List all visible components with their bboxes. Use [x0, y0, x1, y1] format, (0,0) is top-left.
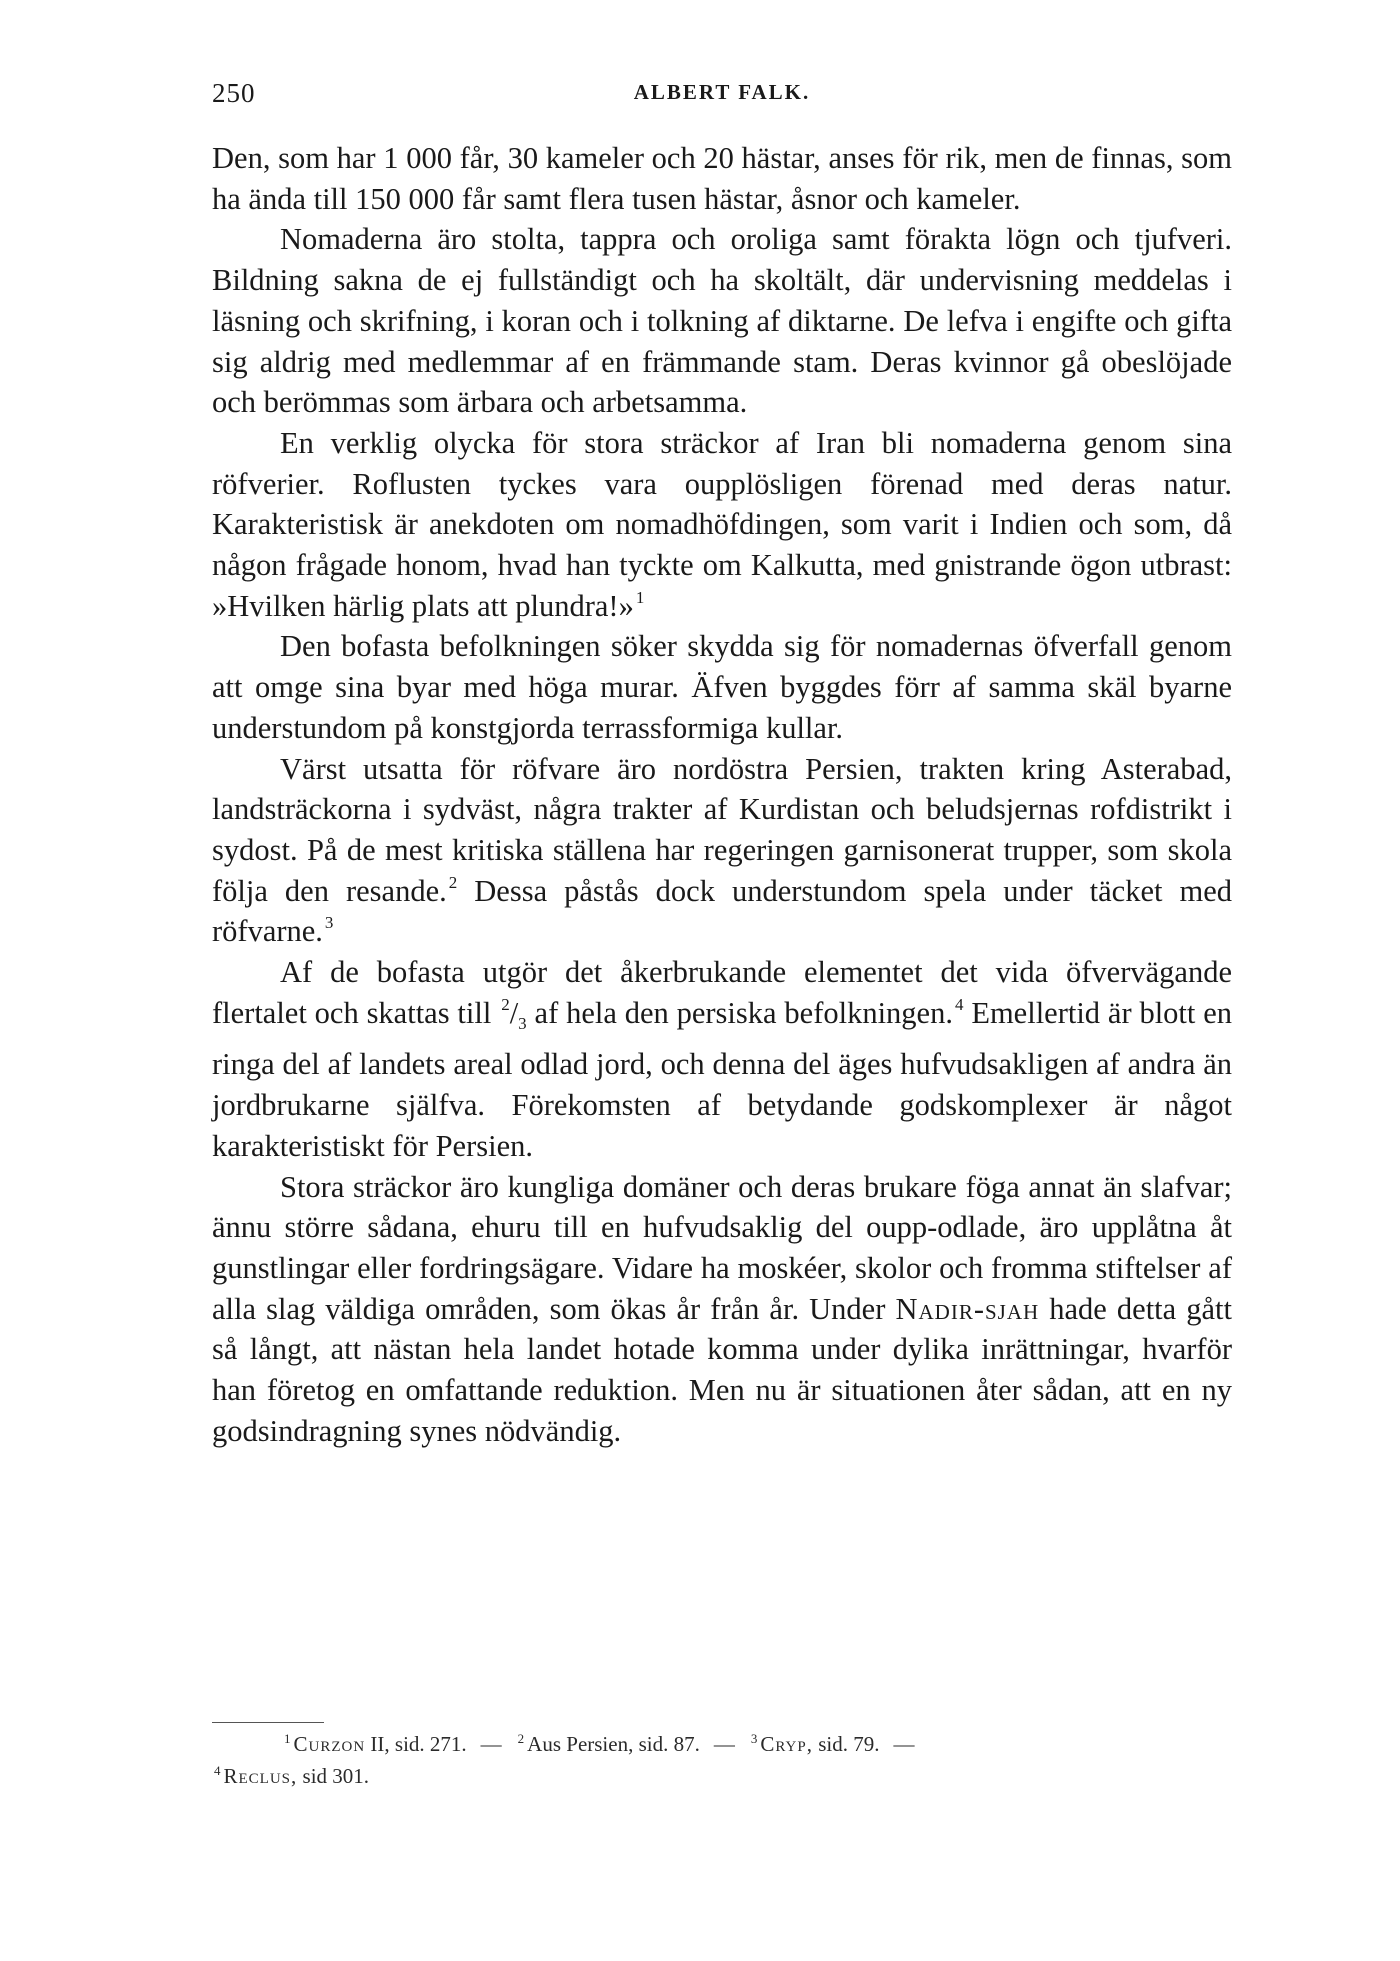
footnote-ref: II, sid. 271.: [370, 1732, 467, 1756]
footnote-line: [212, 1728, 1232, 1760]
footnote-ref: sid. 79.: [818, 1732, 880, 1756]
paragraph-4: [212, 626, 1232, 748]
footnote-separator: —: [713, 1732, 735, 1756]
footnote-rule: [212, 1722, 324, 1723]
footnote-marker: 3: [324, 913, 334, 933]
footnote-marker: 2: [448, 872, 458, 892]
paragraph-1: [212, 138, 1232, 219]
paragraph-text: Den, som har 1 000 får, 30 kameler och 20 hästar, anses för rik, men de finnas, som ha ända till 150 000 får samt flera tusen hästar, åsnor och kameler.: [212, 141, 1232, 216]
running-title: ALBERT FALK.: [633, 80, 811, 104]
footnote-separator: —: [893, 1732, 915, 1756]
footnote-marker: 4: [954, 994, 964, 1014]
footnote-author: Reclus,: [223, 1764, 298, 1788]
footnote-4: [212, 1764, 369, 1788]
running-head: [212, 78, 1232, 108]
paragraph-3: [212, 423, 1232, 627]
paragraph-text: Stora sträckor äro kungliga domäner och deras brukare föga annat än slafvar; ännu större sådana, ehuru till en hufvudsaklig del oupp-odlade, äro upplåtna åt gunstlingar eller fordringsägare. Vidare ha moskéer, skolor och fromma stiftelser af alla slag väldiga områden, som ökas år från år. Under: [212, 1169, 1232, 1326]
footnotes: [212, 1728, 1232, 1792]
paragraph-text: En verklig olycka för stora sträckor af Iran bli nomaderna genom sina röfverier. Roflusten tyckes vara oupplösligen förenad med deras natur. Karakteristisk är anekdoten om nomadhöfdingen, som varit i Indien och som, då någon frågade honom, hvad han tyckte om Kalkutta, med gnistrande ögon utbrast: »Hvilken härlig plats att plundra!»: [212, 425, 1232, 623]
footnote-3: [749, 1732, 880, 1756]
page-number: 250: [212, 78, 256, 108]
footnote-mark: 4: [214, 1763, 221, 1778]
footnote-author: Curzon: [293, 1732, 366, 1756]
paragraph-text: af hela den persiska befolkningen.: [534, 995, 953, 1030]
paragraph-text: Emellertid är blott en ringa del af landets areal odlad jord, och denna del äges hufvudsakligen af andra än jordbrukarne själfva. Förekomsten af betydande godskomplexer är något karakteristiskt för Persien.: [212, 995, 1233, 1163]
fraction-denominator: 3: [518, 1013, 527, 1033]
fraction: $^2$/3: [501, 994, 527, 1033]
paragraph-text: Värst utsatta för röfvare äro nordöstra Persien, trakten kring Asterabad, landsträckorna i sydväst, några trakter af Kurdistan och beludsjernas rofdistrikt i sydost. På de mest kritiska ställena har regeringen garnisonerat trupper, som skola följa den resande.: [212, 751, 1232, 908]
paragraph-text: Af de bofasta utgör det åkerbrukande elementet det vida öfvervägande flertalet och skattas till: [212, 955, 1232, 1030]
person-name: Nadir-sjah: [895, 1291, 1040, 1326]
footnote-marker: 1: [635, 587, 645, 607]
paragraph-7: [212, 1167, 1232, 1452]
footnote-1: [282, 1732, 467, 1756]
footnote-2: [516, 1732, 700, 1756]
footnote-mark: 1: [284, 1731, 291, 1746]
footnote-mark: 2: [517, 1731, 525, 1746]
paragraph-text: Nomaderna äro stolta, tappra och oroliga samt förakta lögn och tjufveri. Bildning sakna de ej fullständigt och ha skoltält, där undervisning meddelas i läsning och skrifning, i koran och i tolkning af diktarne. De lefva i engifte och gifta sig aldrig med medlemmar af en främmande stam. Deras kvinnor gå obeslöjade och berömmas som ärbara och arbetsamma.: [212, 222, 1232, 420]
paragraph-text: Dessa påstås dock understundom spela under täcket med röfvarne.: [212, 873, 1233, 949]
paragraph-5: [212, 749, 1232, 953]
footnote-line: [212, 1760, 1232, 1792]
fraction-numerator: 2: [501, 994, 510, 1014]
footnote-separator: —: [480, 1732, 502, 1756]
footnote-mark: 3: [750, 1731, 758, 1746]
paragraph-text: Den bofasta befolkningen söker skydda sig för nomadernas öfverfall genom att omge sina byar med höga murar. Äfven byggdes förr af samma skäl byarne understundom på konstgjorda terrassformiga kullar.: [212, 629, 1232, 745]
paragraph-text: hade detta gått så långt, att nästan hela landet hotade komma under dylika inrättningar, hvarför han företog en omfattande reduktion. Men nu är situationen åter sådan, att en ny godsindragning synes nödvändig.: [212, 1291, 1233, 1448]
footnote-ref: Aus Persien, sid. 87.: [527, 1732, 700, 1756]
footnote-ref: sid 301.: [302, 1764, 370, 1788]
paragraph-6: [212, 952, 1232, 1167]
paragraph-2: [212, 219, 1232, 423]
body-text: [212, 138, 1232, 1452]
footnote-author: Cryp,: [760, 1732, 813, 1756]
